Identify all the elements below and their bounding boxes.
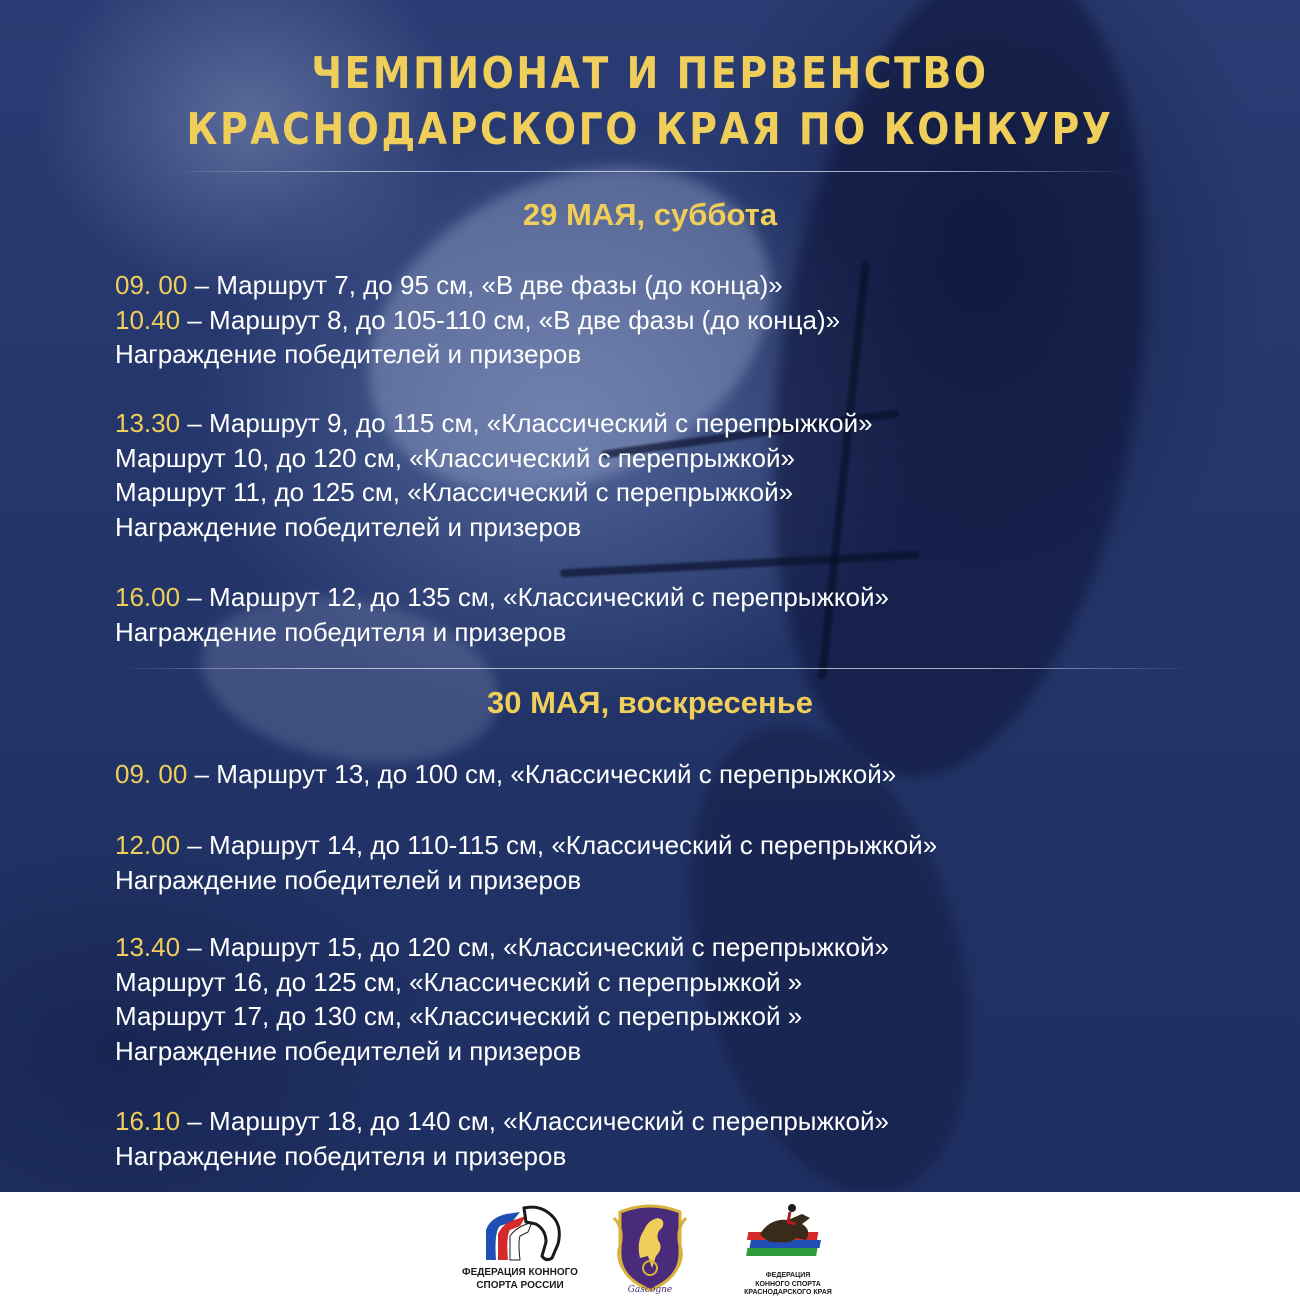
event-text: – Маршрут 9, до 115 см, «Классический с перепрыжкой» xyxy=(180,408,873,438)
schedule-line xyxy=(115,930,889,965)
event-text: Награждение победителя и призеров xyxy=(115,1140,567,1171)
time-label: 09. 00 xyxy=(115,759,188,789)
schedule-line xyxy=(115,999,889,1034)
gascogne-logo xyxy=(610,1198,690,1296)
fks-logo xyxy=(730,1200,846,1296)
schedule-line xyxy=(115,965,889,1000)
time-label: 12.00 xyxy=(115,830,181,860)
schedule-line xyxy=(115,863,937,898)
fks-caption-line-1: ФЕДЕРАЦИЯ xyxy=(765,1272,811,1279)
event-text: Награждение победителей и призеров xyxy=(115,1035,582,1066)
frs-logo xyxy=(450,1200,590,1296)
time-label: 10.40 xyxy=(115,304,181,335)
schedule-line xyxy=(115,580,889,615)
event-text: – Маршрут 18, до 140 см, «Классический с перепрыжкой» xyxy=(180,1106,889,1136)
frs-caption xyxy=(450,1266,590,1292)
event-text: Награждение победителей и призеров xyxy=(115,511,582,542)
event-text: – Маршрут 8, до 105-110 см, «В две фазы (до конца)» xyxy=(180,304,841,335)
event-text: – Маршрут 12, до 135 см, «Классический с перепрыжкой» xyxy=(180,582,889,612)
schedule-line xyxy=(115,828,937,863)
time-label: 16.10 xyxy=(115,1106,181,1136)
fks-caption-line-2: КОННОГО СПОРТА xyxy=(755,1280,821,1288)
event-text: Маршрут 11, до 125 см, «Классический с перепрыжкой» xyxy=(115,477,794,507)
schedule-block xyxy=(115,757,896,792)
schedule-line xyxy=(115,337,840,372)
time-label: 09. 00 xyxy=(115,270,188,300)
footer-logos xyxy=(0,1192,1300,1300)
event-text: Награждение победителя и призеров xyxy=(115,616,567,647)
schedule-line xyxy=(115,510,873,545)
title-line-1: ЧЕМПИОНАТ И ПЕРВЕНСТВО xyxy=(311,48,989,99)
time-label: 16.00 xyxy=(115,582,181,612)
event-text: – Маршрут 13, до 100 см, «Классический с перепрыжкой» xyxy=(187,759,897,789)
event-text: Маршрут 16, до 125 см, «Классический с перепрыжкой » xyxy=(115,966,803,997)
page-title xyxy=(91,46,1209,158)
event-text: Награждение победителей и призеров xyxy=(115,864,582,895)
event-text: – Маршрут 7, до 95 см, «В две фазы (до конца)» xyxy=(187,270,783,300)
schedule-block xyxy=(115,1104,889,1173)
schedule-block xyxy=(115,828,937,897)
title-line-2: КРАСНОДАРСКОГО КРАЯ ПО КОНКУРУ xyxy=(186,104,1114,155)
schedule-line xyxy=(115,1139,889,1174)
fks-caption-line-3: КРАСНОДАРСКОГО КРАЯ xyxy=(744,1289,832,1296)
event-text: Маршрут 17, до 130 см, «Классический с перепрыжкой » xyxy=(115,1001,803,1031)
schedule-block xyxy=(115,580,889,649)
gascogne-label: Gascogne xyxy=(627,1285,673,1295)
time-label: 13.30 xyxy=(115,408,181,438)
divider-top xyxy=(170,171,1130,172)
event-text: – Маршрут 14, до 110-115 см, «Классический с перепрыжкой» xyxy=(180,830,938,860)
schedule-line xyxy=(115,303,840,338)
schedule-block xyxy=(115,930,889,1068)
event-text: Маршрут 10, до 120 см, «Классический с перепрыжкой» xyxy=(115,442,795,473)
schedule-block xyxy=(115,406,873,544)
day-heading-sunday: 30 МАЯ, воскресенье xyxy=(486,685,813,720)
schedule-line xyxy=(115,475,873,510)
fks-caption xyxy=(730,1272,846,1298)
schedule-line xyxy=(115,615,889,650)
frs-caption-line-2: СПОРТА РОССИИ xyxy=(476,1280,564,1291)
time-label: 13.40 xyxy=(115,932,181,962)
rider-jumping-icon xyxy=(730,1200,846,1272)
frs-caption-line-1: ФЕДЕРАЦИЯ КОННОГО xyxy=(462,1267,578,1278)
schedule-line xyxy=(115,441,873,476)
schedule-line xyxy=(115,1104,889,1139)
event-text: – Маршрут 15, до 120 см, «Классический с перепрыжкой» xyxy=(180,932,889,962)
gascogne-crest-icon xyxy=(610,1198,690,1296)
event-text: Награждение победителей и призеров xyxy=(115,339,582,369)
horse-head-icon xyxy=(450,1200,590,1266)
day-heading-saturday: 29 МАЯ, суббота xyxy=(522,197,778,232)
schedule-line xyxy=(115,1034,889,1069)
schedule-block xyxy=(115,268,840,372)
divider-middle xyxy=(115,668,1195,669)
schedule-line xyxy=(115,268,840,303)
schedule-line xyxy=(115,406,873,441)
schedule-line xyxy=(115,757,896,792)
